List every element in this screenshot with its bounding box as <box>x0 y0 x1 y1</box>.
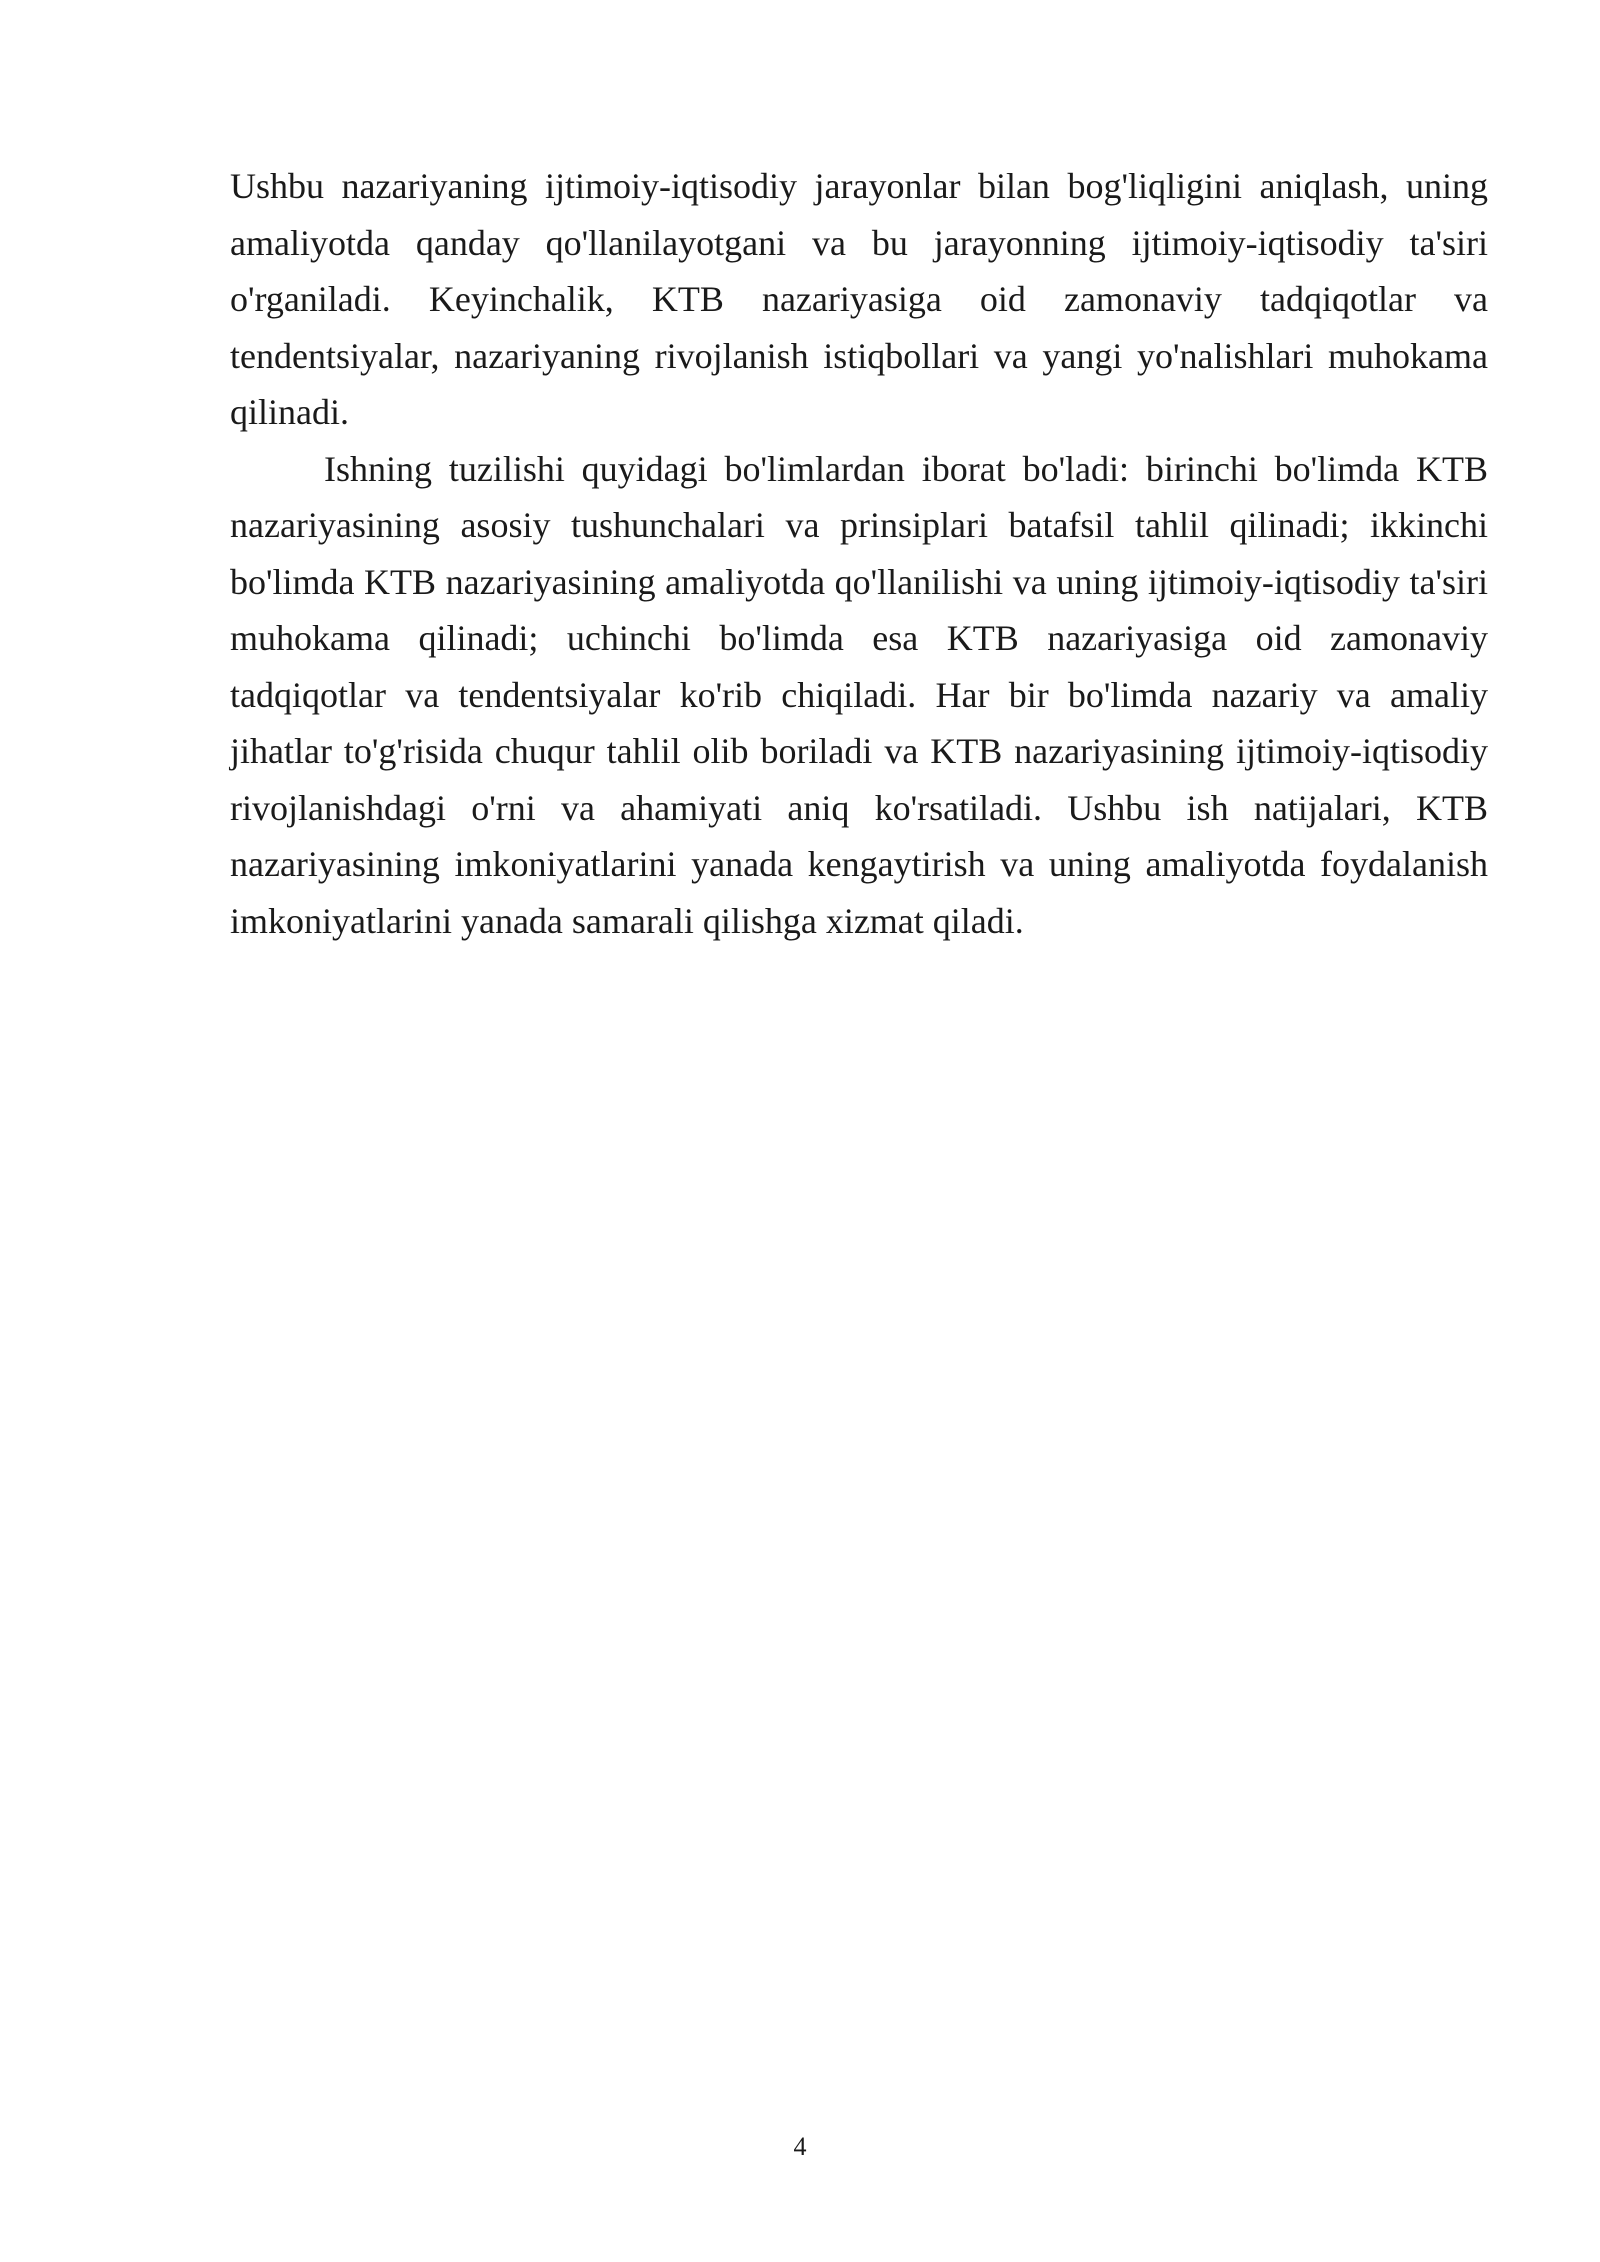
body-text <box>230 158 1488 949</box>
paragraph-1: Ushbu nazariyaning ijtimoiy-iqtisodiy jarayonlar bilan bog'liqligini aniqlash, uning amaliyotda qanday qo'llanilayotgani va bu jarayonning ijtimoiy-iqtisodiy ta'siri o'rganiladi. Keyinchalik, KTB nazariyasiga oid zamonaviy tadqiqotlar va tendentsiyalar, nazariyaning rivojlanish istiqbollari va yangi yo'nalishlari muhokama qilinadi. <box>230 166 1488 432</box>
page-number: 4 <box>793 2132 807 2161</box>
paragraph-2: Ishning tuzilishi quyidagi bo'limlardan iborat bo'ladi: birinchi bo'limda KTB nazariyasining asosiy tushunchalari va prinsiplari batafsil tahlil qilinadi; ikkinchi bo'limda KTB nazariyasining amaliyotda qo'llanilishi va uning ijtimoiy-iqtisodiy ta'siri muhokama qilinadi; uchinchi bo'limda esa KTB nazariyasiga oid zamonaviy tadqiqotlar va tendentsiyalar ko'rib chiqiladi. Har bir bo'limda nazariy va amaliy jihatlar to'g'risida chuqur tahlil olib boriladi va KTB nazariyasining ijtimoiy-iqtisodiy rivojlanishdagi o'rni va ahamiyati aniq ko'rsatiladi. Ushbu ish natijalari, KTB nazariyasining imkoniyatlarini yanada kengaytirish va uning amaliyotda foydalanish imkoniyatlarini yanada samarali qilishga xizmat qiladi. <box>230 448 1488 941</box>
